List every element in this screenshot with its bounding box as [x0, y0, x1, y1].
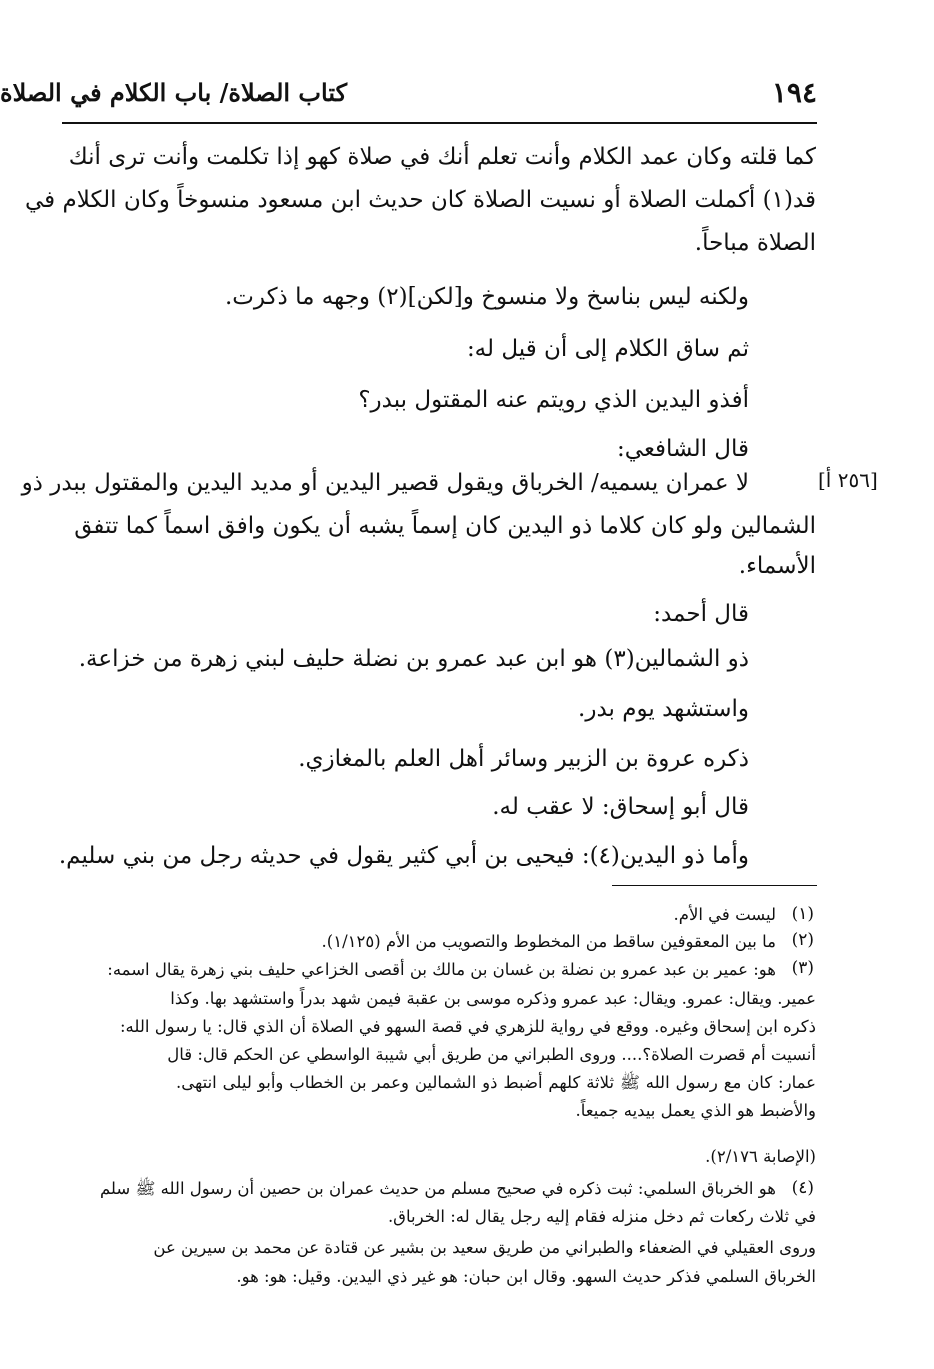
text-line: قد(١) أكملت الصلاة أو نسيت الصلاة كان حديث ابن مسعود منسوخاً وكان الكلام في: [25, 187, 816, 213]
text-line: الصلاة مباحاً.: [694, 230, 816, 256]
footnote-number: (٤): [791, 1178, 814, 1198]
footnote-line: ليست في الأم.: [673, 905, 776, 924]
footnote-line: في ثلاث ركعات ثم دخل منزله فقام إليه رجل يقال له: الخرباق.: [387, 1207, 816, 1226]
text-line: لا عمران يسميه/ الخرباق ويقول قصير اليدين أو مديد اليدين والمقتول ببدر ذو: [21, 470, 749, 496]
text-line: ولكنه ليس بناسخ ولا منسوخ و[لكن](٢) وجهه ما ذكرت.: [224, 284, 749, 310]
footnote-number: (٢): [791, 930, 814, 950]
footnote-line: ما بين المعقوفين ساقط من المخطوط والتصويب من الأم (١/١٢٥).: [321, 932, 776, 951]
text-line: قال الشافعي:: [617, 436, 749, 462]
footnote-line: وروى العقيلي في الضعفاء والطبراني من طريق سعيد بن بشير عن قتادة عن محمد بن سيرين عن: [153, 1238, 816, 1257]
text-line: واستشهد يوم بدر.: [578, 696, 749, 722]
text-line: ذكره عروة بن الزبير وسائر أهل العلم بالمغازي.: [298, 746, 749, 772]
text-line: ذو الشمالين(٣) هو ابن عبد عمرو بن نضلة حليف لبني زهرة من خزاعة.: [78, 646, 749, 672]
footnote-line: هو الخرباق السلمي: ثبت ذكره في صحيح مسلم من حديث عمران بن حصين أن رسول الله ﷺ سلم: [99, 1179, 776, 1198]
text-line: كما قلته وكان عمد الكلام وأنت تعلم أنك في صلاة كهو إذا تكلمت وأنت ترى أنك: [68, 144, 816, 170]
text-line: وأما ذو اليدين(٤): فيحيى بن أبي كثير يقول في حديثه رجل من بني سليم.: [58, 843, 749, 869]
footnote-line: هو: عمير بن عبد عمرو بن نضلة بن غسان بن مالك بن أقصى الخزاعي حليف بني زهرة يقال اسمه:: [107, 960, 776, 979]
text-line: قال أحمد:: [653, 601, 749, 627]
text-line: أفذو اليدين الذي رويتم عنه المقتول ببدر؟: [358, 387, 749, 413]
footnote-line: والأضبط هو الذي يعمل بيديه جميعاً.: [575, 1101, 816, 1120]
running-header: [0, 68, 817, 124]
text-line: ثم ساق الكلام إلى أن قيل له:: [466, 336, 749, 362]
text-line: الشمالين ولو كان كلاما ذو اليدين كان إسماً يشبه أن يكون وافق اسماً كما تتفق: [74, 513, 816, 539]
footnote-line: الخرباق السلمي فذكر حديث السهو. وقال ابن حبان: هو غير ذي اليدين. وقيل: هو: هو.: [236, 1267, 816, 1286]
footnote-source: (الإصابة ٢/١٧٦).: [705, 1147, 816, 1166]
footnote-number: (٣): [791, 958, 814, 978]
footnote-line: عمير. ويقال: عمرو. ويقال: عبد عمرو وذكره موسى بن عقبة فيمن شهد بدراً واستشهد بها. وكذا: [170, 989, 816, 1008]
page-number: ١٩٤: [771, 76, 817, 109]
footnote-number: (١): [791, 904, 814, 924]
text-line: الأسماء.: [738, 553, 816, 579]
text-line: قال أبو إسحاق: لا عقب له.: [492, 794, 749, 820]
running-title: كتاب الصلاة/ باب الكلام في الصلاة: [0, 78, 347, 107]
manuscript-folio-note: [٢٥٦ أ]: [818, 468, 878, 492]
footnote-separator: [612, 885, 817, 886]
footnote-line: عمار: كان مع رسول الله ﷺ ثلاثة كلهم أضبط ذو الشمالين وعمر بن الخطاب وأبو ليلى انتهى.: [176, 1073, 816, 1092]
footnote-line: ذكره ابن إسحاق وغيره. ووقع في رواية للزهري في قصة السهو في الصلاة أن الذي قال: يا رسول الله:: [119, 1017, 816, 1036]
footnote-line: أنسيت أم قصرت الصلاة؟.... وروى الطبراني من طريق أبي شيبة الواسطي عن الحكم قال: قال: [167, 1045, 816, 1064]
